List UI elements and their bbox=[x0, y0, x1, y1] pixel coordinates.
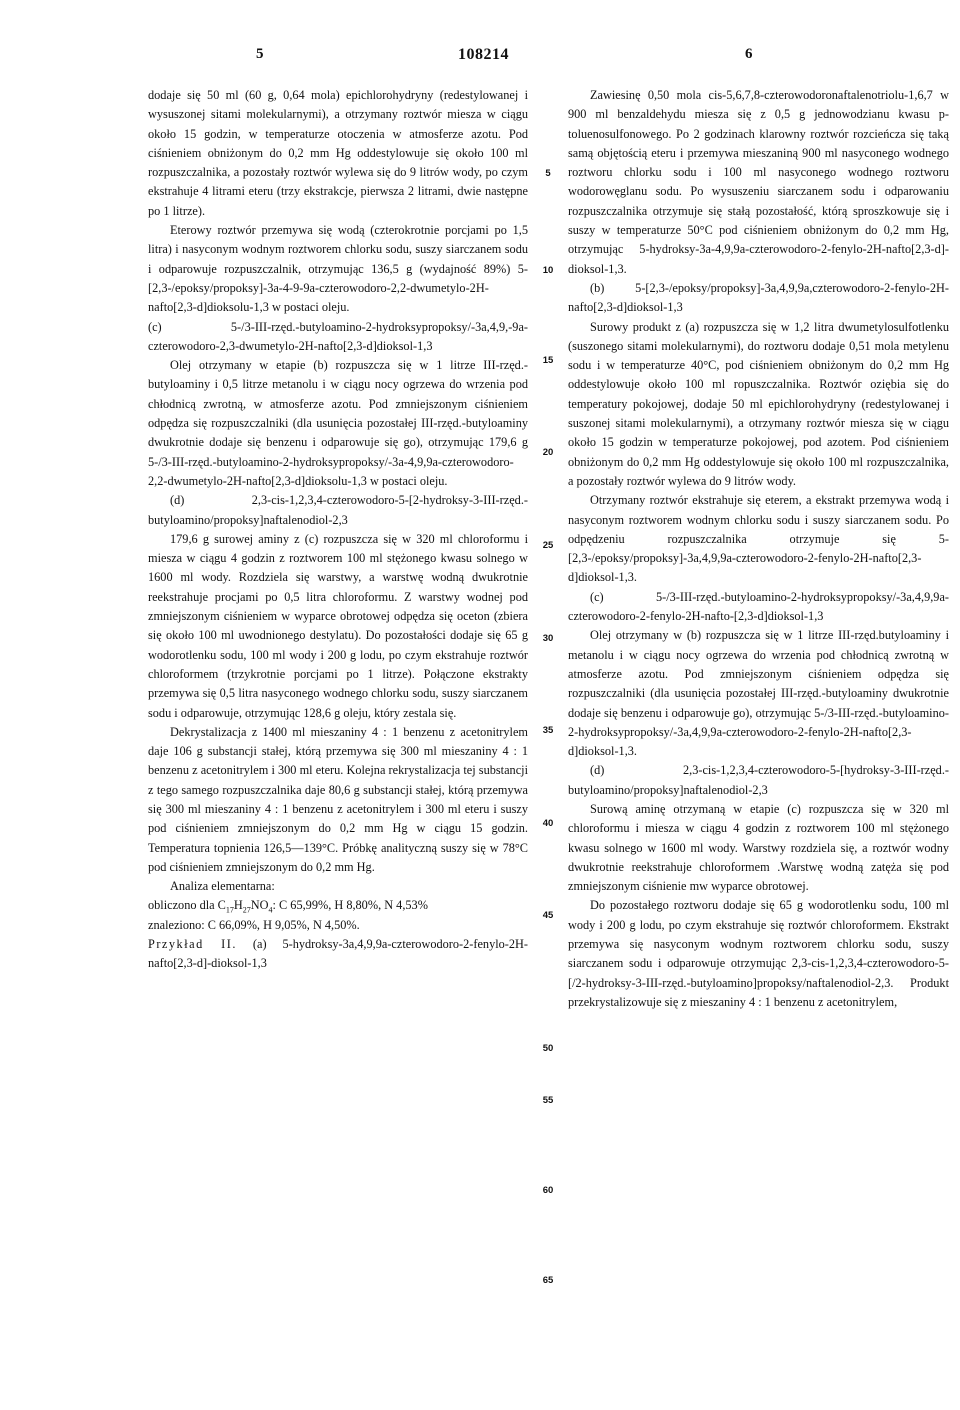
line-number: 15 bbox=[542, 355, 554, 366]
formula-calc-label: obliczono dla C bbox=[148, 898, 226, 913]
paragraph: Olej otrzymany w (b) rozpuszcza się w 1 litrze III-rzęd.butyloaminy i metanolu i w ciągu nocy ogrzewa do wrzenia pod chłodnicą zwrotną w atmosferze azotu. Pod zmniejszonym ciśnieniem odpędza się rozpuszczalniki (dla usunięcia pozostałej III-rzęd.-butyloaminy dwukrotnie dodaje się benzenu i odparowuje go), otrzymując 5-/3-III-rzęd.-butyloamino-2-hydroksypropoksy/-3a,4,9,9a-czterowodoro-2-fenylo-2H-nafto[2,3-d]dioksol-1,3. bbox=[568, 628, 949, 759]
formula-rest: NO bbox=[250, 898, 269, 913]
line-number: 35 bbox=[542, 725, 554, 736]
formula-h-subscript: 27 bbox=[242, 905, 251, 915]
paragraph: (d) 2,3-cis-1,2,3,4-czterowodoro-5-[hydroksy-3-III-rzęd.-butyloamino/propoksy]naftalenodiol-2,3 bbox=[568, 763, 949, 797]
line-number: 10 bbox=[542, 265, 554, 276]
page-number-right: 6 bbox=[745, 46, 753, 62]
left-paragraphs bbox=[148, 86, 528, 896]
example-heading bbox=[148, 935, 528, 974]
example-label: Przykład II. bbox=[148, 937, 237, 952]
line-number: 30 bbox=[542, 633, 554, 644]
paragraph: Zawiesinę 0,50 mola cis-5,6,7,8-czterowodoronaftalenotriolu-1,6,7 w 900 ml benzaldehydu miesza się z 0,5 g jednowodzianu kwasu p-toluenosulfonowego. Po 2 godzinach klarowny roztwór rozcieńcza się taką samą objętością eteru i przemywa mieszaniną 900 ml nasyconego wodnego roztworu chlorku sodu i 100 ml nasyconego wodnego roztworu wodorowęglanu sodu. Po wysuszeniu siarczanem sodu i odparowaniu rozpuszczalnika otrzymuje się stałą pozostałość, którą sproszkowuje się i suszy w temperaturze 50°C pod ciśnieniem obniżonym do 0,2 mm Hg, otrzymując 5-hydroksy-3a-4,9,9a-czterowodoro-2-fenylo-2H-nafto[2,3-d]-dioksol-1,3. bbox=[568, 88, 949, 276]
formula-calculated bbox=[148, 896, 528, 915]
paragraph: (d) 2,3-cis-1,2,3,4-czterowodoro-5-[2-hydroksy-3-III-rzęd.-butyloamino/propoksy]naftalenodiol-2,3 bbox=[148, 493, 528, 527]
right-column bbox=[568, 86, 949, 1012]
line-number: 45 bbox=[542, 910, 554, 921]
paragraph: Surowy produkt z (a) rozpuszcza się w 1,2 litra dwumetylosulfotlenku (suszonego sitami molekularnymi), do roztworu dodaje 0,51 mola metylenu sodu i w temperaturze 40°C, pod ciśnieniem obniżonym do 0,2 mm Hg oddestylowuje około 100 ml ropuszczalnika. Roztwór oziębia się do temperatury pokojowej, dodaje 50 ml epichlorohydryny (redestylowanej i suszonej sitami molekularnymi), a otrzymany roztwór miesza się w ciągu około 15 godzin w temperaturze pokojowej, pod azotem. Pod ciśnieniem obniżonym do 0,2 mm Hg oddestylowuje się około 100 ml rozpuszczalnika, a pozostały roztwór wylewa do 9 litrów wody. bbox=[568, 319, 949, 488]
page-number-left: 5 bbox=[256, 46, 264, 62]
paragraph: 179,6 g surowej aminy z (c) rozpuszcza się w 320 ml chloroformu i miesza w ciągu 4 godzin z roztworem 100 ml stężonego kwasu solnego w 1600 ml wody. Rozdziela się warstwy, a warstwę wodną dwukrotnie reekstrahuje procjami po 0,5 litra chloroformu. Z warstwy wodnej pod zmniejszonym ciśnieniem w wyparce obrotowej odpędza się oceton (zbiera się około 100 ml uwodnionego destylatu). Do pozostałości dodaje się 65 g wodorotlenku sodu, 100 ml wody i 200 g lodu, po czym ekstrahuje roztwór chloroformem (trzykrotnie porcjami po 1 litrze). Połączone ekstrakty przemywa się 0,5 litra nasyconego wodnego chlorku sodu, suszy siarczanem sodu i odparowuje, otrzymując 128,6 g oleju, który zestala się. bbox=[148, 531, 528, 720]
paragraph: Do pozostałego roztworu dodaje się 65 g wodorotlenku sodu, 100 ml wody i 200 g lodu, po czym ekstrahuje się roztwór chloroformem. Ekstrakt przemywa się nasyconym wodnym roztworem chlorku sodu, suszy siarczanem sodu i odparowuje otrzymując 2,3-cis-1,2,3,4-czterowodoro-5-[/2-hydroksy-3-III-rzęd.-butyloamino]propoksy/naftalenodiol-2,3. Produkt przekrystalizowuje się z mieszaniny 4 : 1 benzenu z acetonitrylem, bbox=[568, 898, 949, 1009]
line-number: 55 bbox=[542, 1095, 554, 1106]
left-column bbox=[148, 86, 528, 974]
formula-found: znaleziono: C 66,09%, H 9,05%, N 4,50%. bbox=[148, 917, 360, 932]
paragraph: dodaje się 50 ml (60 g, 0,64 mola) epichlorohydryny (redestylowanej i wysuszonej sitami molekularnymi), a otrzymany roztwór miesza w ciągu około 15 godzin, w temperaturze otoczenia w atmosferze azotu. Pod ciśnieniem obniżonym do 0,2 mm Hg oddestylowuje się około 100 ml rozpuszczalnika, a pozostały roztwór wylewa się do 9 litrów wody, po czym ekstrahuje 4 litrami eteru (trzy ekstrakcje, pierwsza 2 litrami, dwie następne po 1 litrze). bbox=[148, 88, 528, 218]
paragraph: Surową aminę otrzymaną w etapie (c) rozpuszcza się w 320 ml chloroformu i miesza w ciągu 4 godzin z roztworem 100 ml stężonego kwasu solnego w 1600 ml wody. Warstwy rozdziela się, a roztwór wodny dwukrotnie reekstrahuje chloroformem .Warstwę wodną zatęża się pod zmniejszonym ciśnienie mw wyparce obrotowej. bbox=[568, 801, 949, 894]
paragraph: Dekrystalizacja z 1400 ml mieszaniny 4 : 1 benzenu z acetonitrylem daje 106 g substancji stałej, którą przemywa się 300 ml mieszaniny 4 : 1 benzenu z acetonitrylem i 300 ml eteru. Kolejna rekrystalizacja tej substancji z tego samego rozpuszczalnika daje 80,6 g substancji stałej, którą przemywa się 300 ml mieszaniny 4 : 1 benzenu z acetonitrylem i 300 ml eteru i suszy pod ciśnieniem zmniejszonym do 0,2 mm Hg w ciągu 15 godzin. Temperatura topnienia 126,5—139°C. Próbkę analityczną suszy się w 78°C pod ciśnieniem zmniejszonym do 0,2 mm Hg. bbox=[148, 724, 528, 874]
paragraph: (c) 5-/3-III-rzęd.-butyloamino-2-hydroksypropoksy/-3a,4,9,9a-czterowodoro-2-fenylo-2H-nafto-[2,3-d]dioksol-1,3 bbox=[568, 589, 949, 624]
line-number: 40 bbox=[542, 818, 554, 829]
line-number: 5 bbox=[545, 168, 551, 179]
paragraph: Eterowy roztwór przemywa się wodą (czterokrotnie porcjami po 1,5 litra) i nasyconym wodnym roztworem chlorku sodu, suszy siarczanem sodu i odparowuje rozpuszczalnik, otrzymując 136,5 g (wydajność 89%) 5-[2,3-/epoksy/propoksy]-3a-4-9-9a-czterowodoro-2,2-dwumetylo-2H-nafto[2,3-d]dioksolu-1,3 w postaci oleju. bbox=[148, 223, 528, 315]
paragraph: Olej otrzymany w etapie (b) rozpuszcza się w 1 litrze III-rzęd.-butyloaminy i 0,5 litrze metanolu i w ciągu nocy ogrzewa do wrzenia pod chłodnicą zwrotną, w atmosferze azotu. Pod zmniejszonym ciśnieniem odpędza się rozpuszczalniki (dla usunięcia pozostałej III-rzęd.-butyloaminy dwukrotnie dodaje się benzenu i odparowuje się go), otrzymując 179,6 g 5-/3-III-rzęd.-butyloamino-2-hydroksypropoksy/-3a-4,9,9a-czterowodoro-2,2-dwumetylo-2H-nafto[2,3-d]dioksolu-1,3 w postaci oleju. bbox=[148, 358, 528, 488]
formula-c-subscript: 17 bbox=[225, 905, 234, 915]
paragraph: Analiza elementarna: bbox=[170, 879, 275, 894]
line-number: 65 bbox=[542, 1275, 554, 1286]
example-text: (a) 5-hydroksy-3a,4,9,9a-czterowodoro-2-fenylo-2H-nafto[2,3-d]-dioksol-1,3 bbox=[148, 937, 528, 971]
formula-calc-values: : C 65,99%, H 8,80%, N 4,53% bbox=[272, 898, 428, 913]
paragraph: (b) 5-[2,3-/epoksy/propoksy]-3a,4,9,9a,czterowodoro-2-fenylo-2H-nafto[2,3-d]dioksol-1,3 bbox=[568, 280, 949, 315]
line-number: 20 bbox=[542, 447, 554, 458]
formula-h: H bbox=[233, 898, 243, 913]
line-number: 60 bbox=[542, 1185, 554, 1196]
paragraph: (c) 5-/3-III-rzęd.-butyloamino-2-hydroksypropoksy/-3a,4,9,-9a-czterowodoro-2,3-dwumetylo-2H-nafto[2,3-d]dioksol-1,3 bbox=[148, 319, 528, 353]
formula-o-subscript: 4 bbox=[268, 905, 273, 915]
paragraph: Otrzymany roztwór ekstrahuje się eterem, a ekstrakt przemywa wodą i nasyconym roztworem wodnym chlorku sodu i suszy siarczanem sodu. Po odpędzeniu rozpuszczalnika otrzymuje się 5-[2,3-/epoksy/propoksy]-3a,4,9,9a-czterowodoro-2-fenylo-2H-nafto[2,3-d]dioksol-1,3. bbox=[568, 493, 949, 585]
line-number: 50 bbox=[542, 1043, 554, 1054]
patent-number: 108214 bbox=[458, 46, 509, 63]
line-number: 25 bbox=[542, 540, 554, 551]
